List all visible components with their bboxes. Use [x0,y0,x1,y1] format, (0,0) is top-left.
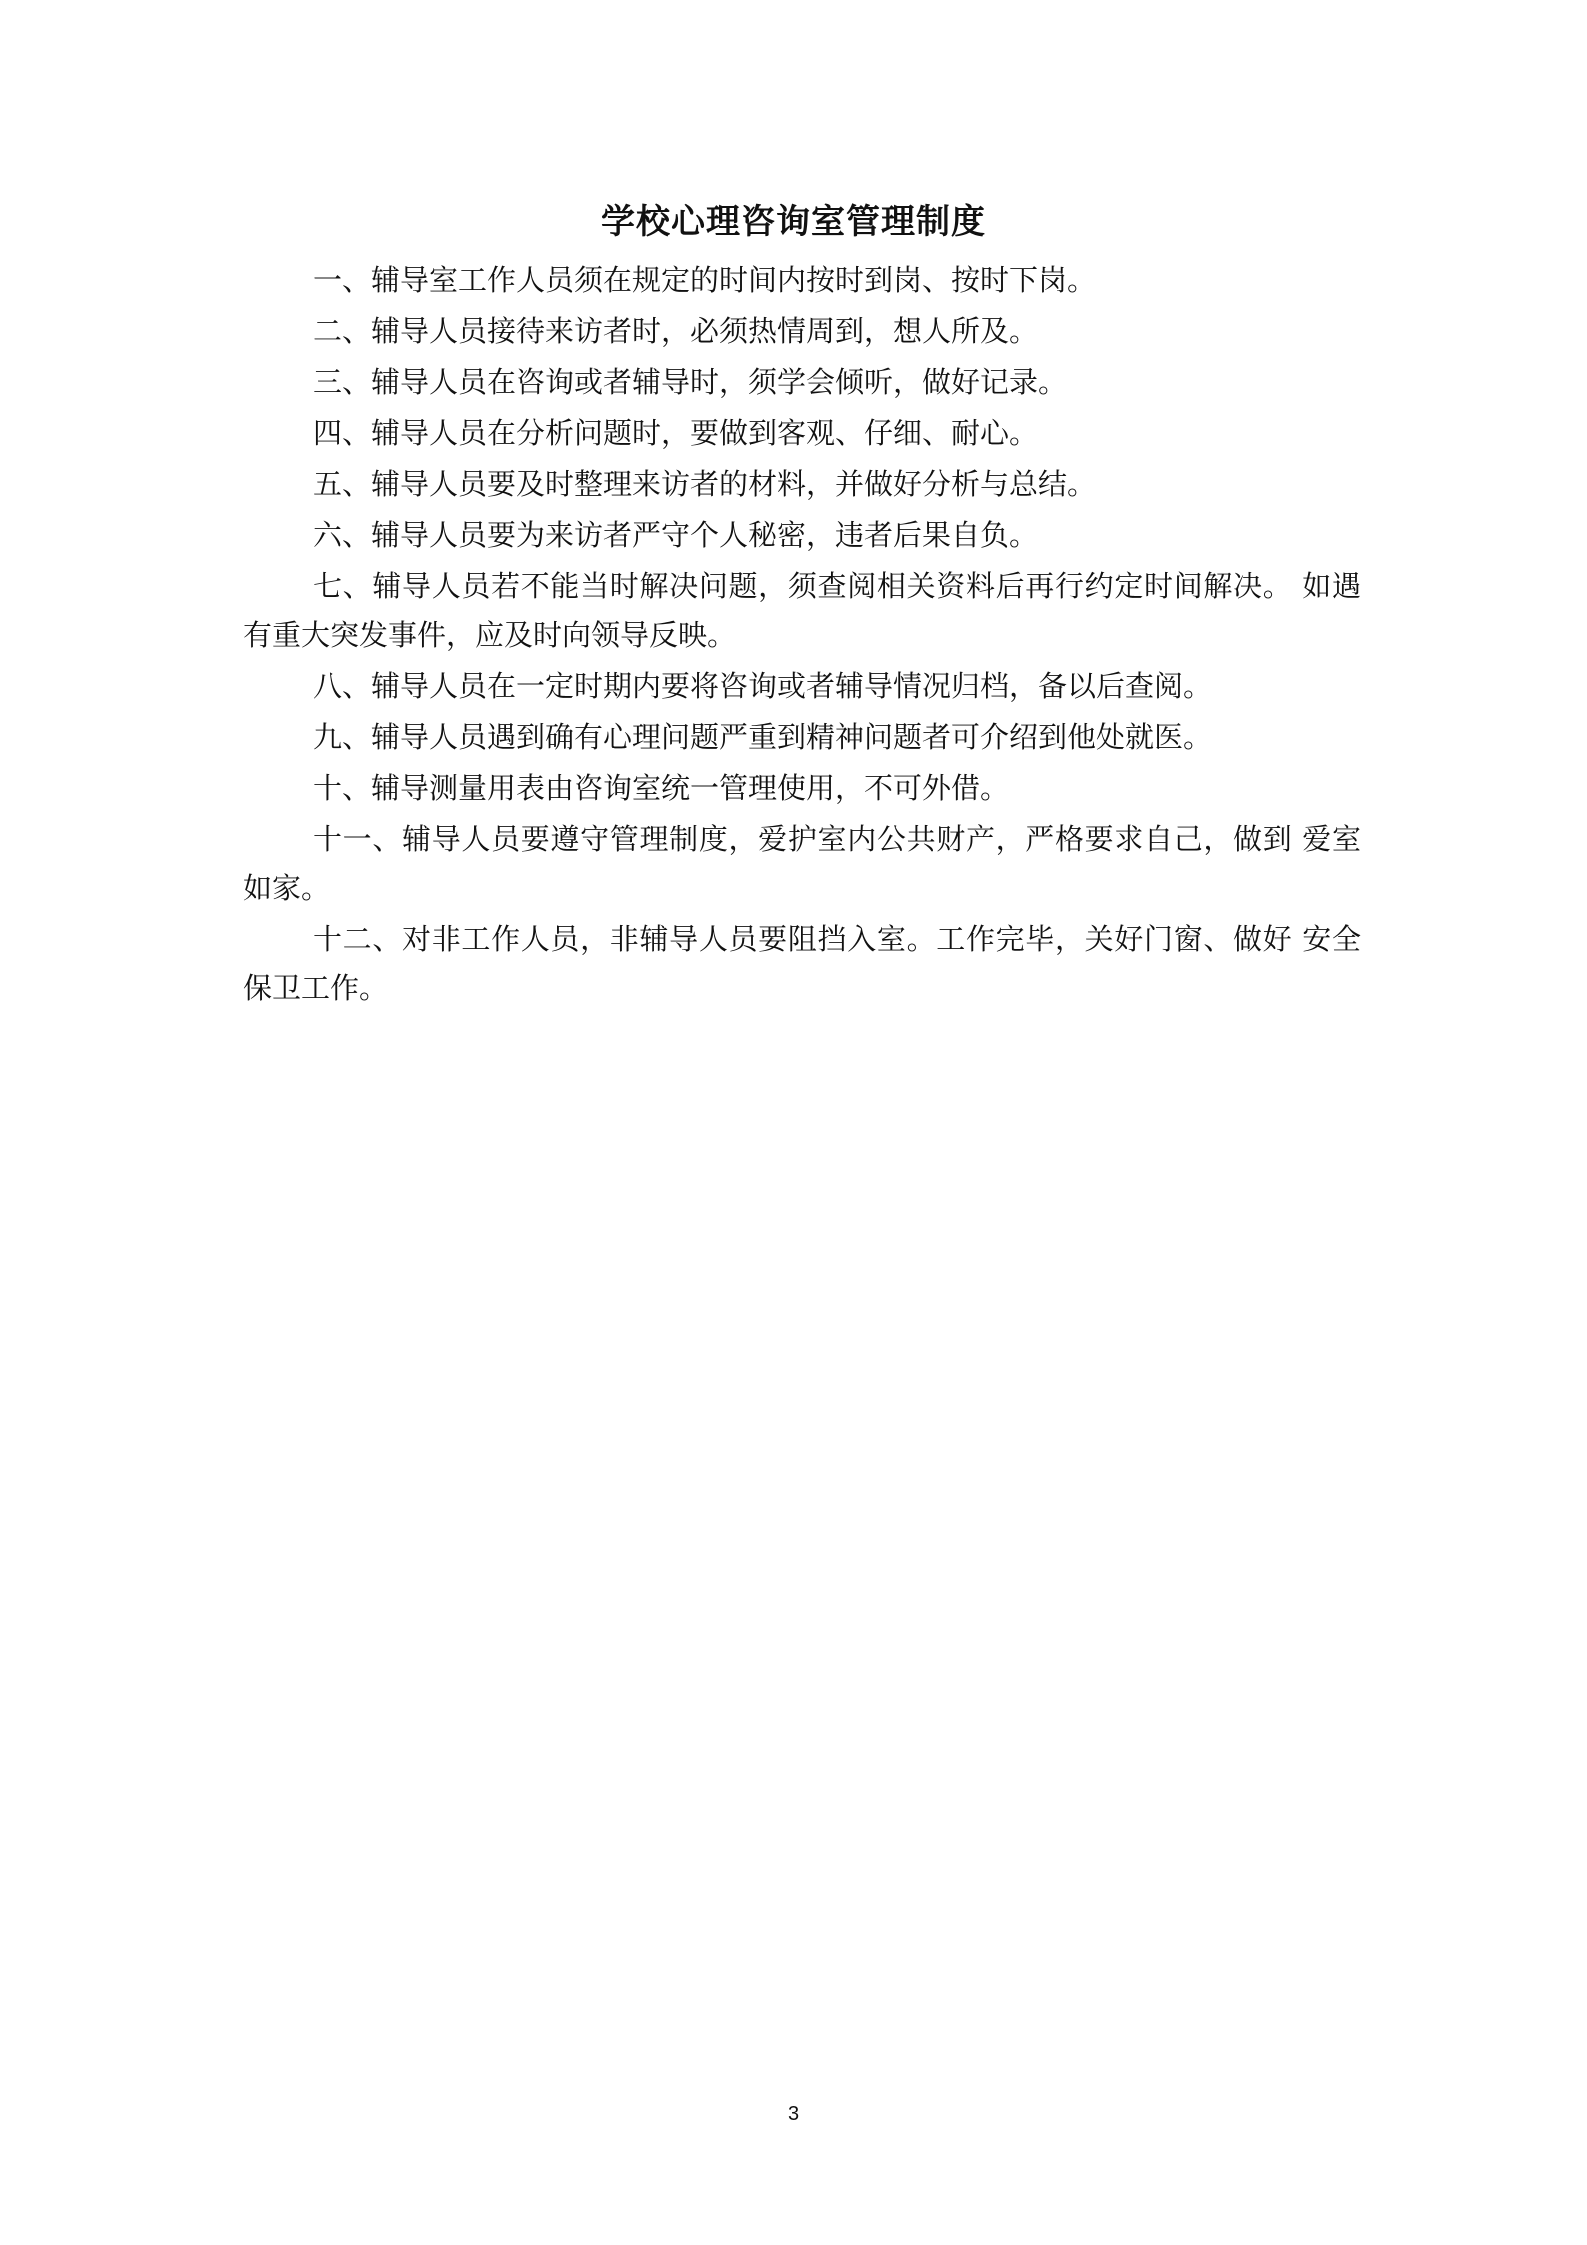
rule-item-5: 五、辅导人员要及时整理来访者的材料，并做好分析与总结。 [313,467,1097,501]
rule-item-11: 十一、辅导人员要遵守管理制度，爱护室内公共财产，严格要求自己，做到 爱室如家。 [243,822,1361,905]
rule-item-6: 六、辅导人员要为来访者严守个人秘密，违者后果自负。 [313,518,1039,552]
rule-item-9: 九、辅导人员遇到确有心理问题严重到精神问题者可介绍到他处就医。 [313,720,1213,754]
document-title: 学校心理咨询室管理制度 [601,202,986,242]
rule-item-2: 二、辅导人员接待来访者时，必须热情周到，想人所及。 [313,314,1039,348]
rule-item-8: 八、辅导人员在一定时期内要将咨询或者辅导情况归档，备以后查阅。 [313,669,1213,703]
rule-item-7: 七、辅导人员若不能当时解决问题，须查阅相关资料后再行约定时间解决。 如遇有重大突发事件，应及时向领导反映。 [243,569,1361,652]
rule-item-12: 十二、对非工作人员，非辅导人员要阻挡入室。工作完毕，关好门窗、做好 安全保卫工作。 [243,922,1361,1005]
rules-list [243,256,1361,1015]
rule-item-4: 四、辅导人员在分析问题时，要做到客观、仔细、耐心。 [313,416,1039,450]
rule-item-10: 十、辅导测量用表由咨询室统一管理使用，不可外借。 [313,771,1010,805]
rule-item-1: 一、辅导室工作人员须在规定的时间内按时到岗、按时下岗。 [313,263,1097,297]
rule-item-3: 三、辅导人员在咨询或者辅导时，须学会倾听，做好记录。 [313,365,1068,399]
page-number: 3 [787,2103,800,2125]
